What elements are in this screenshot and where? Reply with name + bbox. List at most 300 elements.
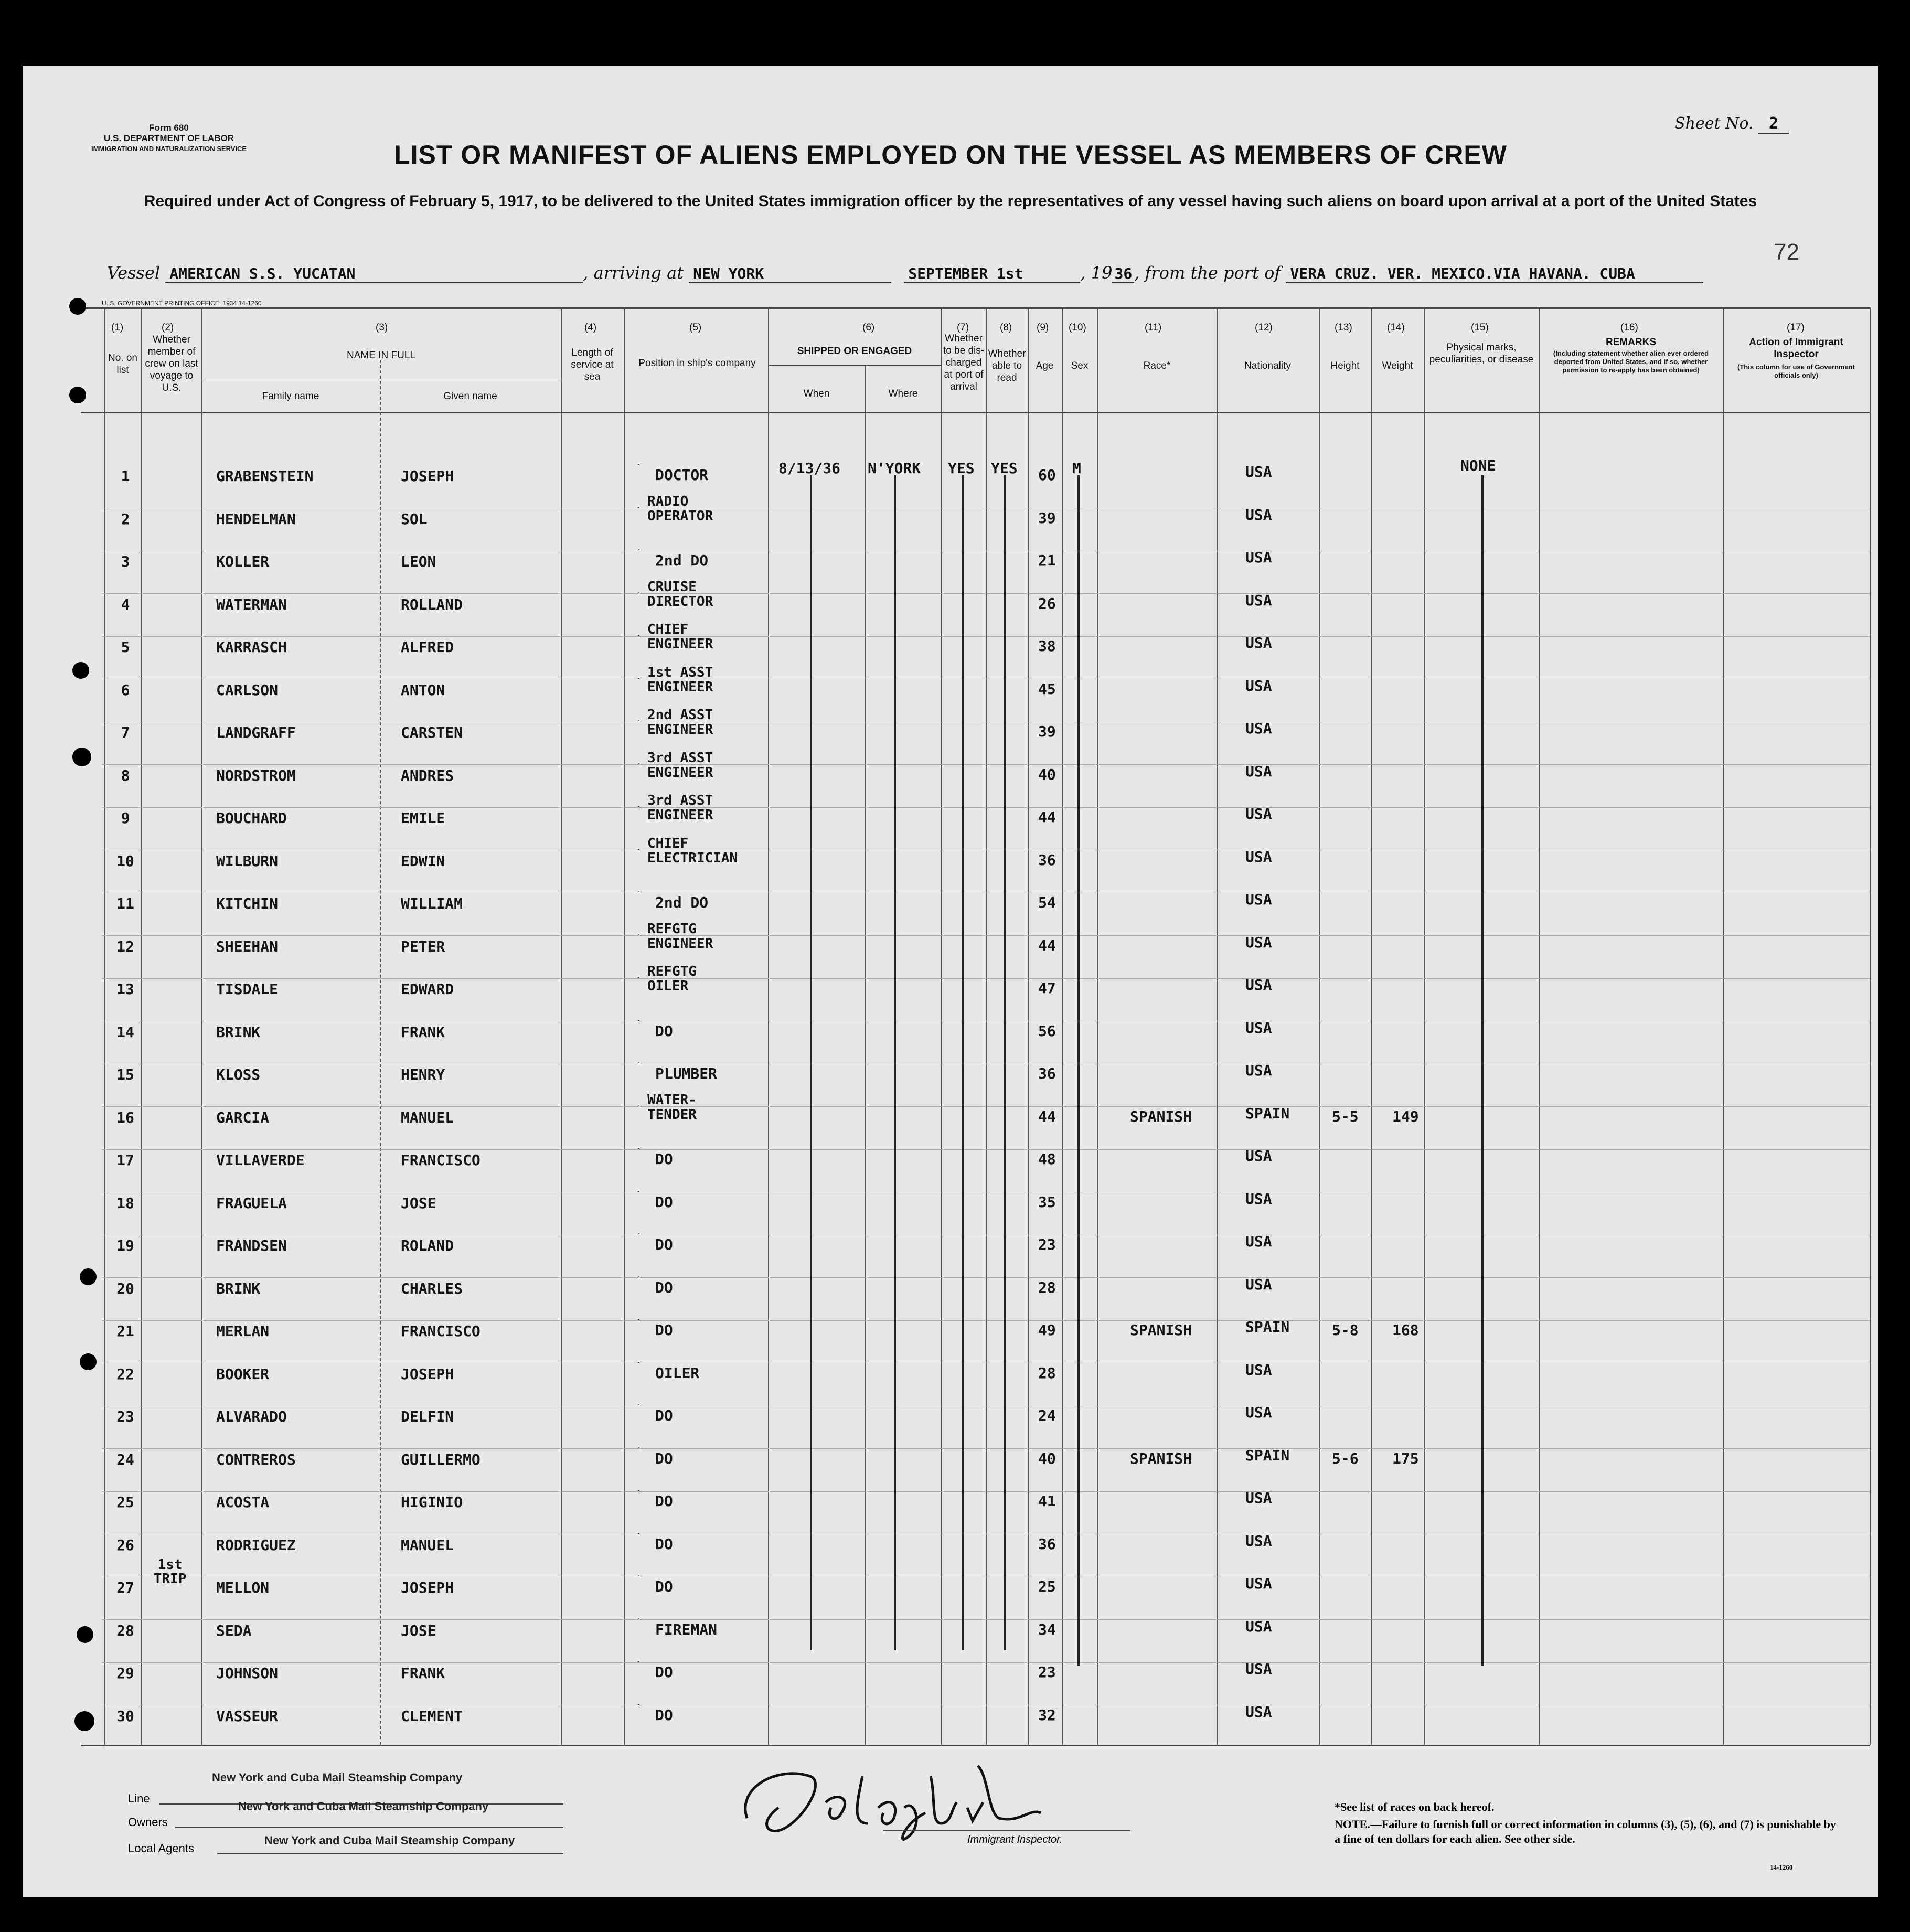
service-check-mark bbox=[608, 1604, 639, 1619]
service-check-mark bbox=[608, 1219, 639, 1234]
given-name: CHARLES bbox=[401, 1279, 463, 1297]
col-divider bbox=[1424, 307, 1425, 1745]
nationality: USA bbox=[1245, 1703, 1272, 1721]
able-to-read-value: YES bbox=[991, 460, 1018, 477]
family-name: WATERMAN bbox=[216, 595, 287, 613]
row-number: 7 bbox=[121, 724, 130, 741]
position: FIREMAN bbox=[655, 1620, 718, 1638]
col-divider bbox=[1723, 307, 1724, 1745]
age: 45 bbox=[1038, 680, 1056, 698]
service-check-mark bbox=[608, 1262, 639, 1277]
ditto-line-where bbox=[894, 475, 896, 1650]
given-name: CARSTEN bbox=[401, 724, 463, 741]
penalty-note: NOTE.—Failure to furnish full or correct information in columns (3), (5), (6), and (7) is punishable by a fine of ten dollars for each alien. See other side. bbox=[1335, 1818, 1836, 1845]
age: 36 bbox=[1038, 1065, 1056, 1082]
col13-label: Height bbox=[1330, 360, 1360, 371]
family-name: FRANDSEN bbox=[216, 1237, 287, 1254]
row-rule bbox=[102, 1277, 1870, 1278]
age: 44 bbox=[1038, 1107, 1056, 1125]
check-stroke bbox=[613, 1136, 639, 1149]
given-name: JOSE bbox=[401, 1621, 436, 1639]
row-rule bbox=[102, 1491, 1870, 1492]
position-line1: CRUISE bbox=[647, 579, 697, 595]
nationality: USA bbox=[1245, 1233, 1272, 1250]
col-divider bbox=[1097, 307, 1098, 1745]
row-number: 30 bbox=[116, 1707, 134, 1725]
family-name: BRINK bbox=[216, 1023, 261, 1041]
position-line1: RADIO bbox=[647, 493, 689, 509]
age: 23 bbox=[1038, 1236, 1056, 1253]
line-stamp: New York and Cuba Mail Steamship Company bbox=[212, 1771, 463, 1784]
binder-hole bbox=[69, 387, 86, 403]
row-number: 26 bbox=[116, 1536, 134, 1554]
vessel-name: AMERICAN S.S. YUCATAN bbox=[165, 265, 583, 283]
row-number: 4 bbox=[121, 595, 130, 613]
service-check-mark bbox=[608, 1048, 639, 1063]
ditto-line-read bbox=[1004, 475, 1006, 1650]
nationality: USA bbox=[1245, 1489, 1272, 1507]
col3-family: Family name bbox=[262, 391, 319, 402]
position-line2: ENGINEER bbox=[647, 935, 713, 952]
service-check-mark bbox=[608, 492, 639, 508]
check-stroke bbox=[613, 1521, 639, 1534]
row-rule bbox=[102, 1662, 1870, 1663]
col7-num: (7) bbox=[957, 322, 969, 333]
nationality: USA bbox=[1245, 634, 1272, 652]
physical-marks-value: NONE bbox=[1460, 457, 1496, 474]
position-line2: ENGINEER bbox=[647, 764, 713, 781]
row-number: 21 bbox=[116, 1322, 134, 1340]
row-rule bbox=[102, 1448, 1870, 1449]
binder-hole bbox=[69, 298, 86, 315]
position: DO bbox=[655, 1022, 673, 1040]
given-name: WILLIAM bbox=[401, 895, 463, 912]
given-name: JOSEPH bbox=[401, 1579, 454, 1596]
col16-label: REMARKS bbox=[1605, 337, 1657, 348]
service-check-mark bbox=[608, 1689, 639, 1705]
service-check-mark bbox=[608, 749, 639, 764]
age: 40 bbox=[1038, 765, 1056, 783]
service-name: IMMIGRATION AND NATURALIZATION SERVICE bbox=[91, 145, 247, 153]
service-check-mark bbox=[608, 578, 639, 593]
year-prefix: , 19 bbox=[1080, 263, 1113, 283]
page-title: LIST OR MANIFEST OF ALIENS EMPLOYED ON THE VESSEL AS MEMBERS OF CREW bbox=[394, 140, 1507, 169]
col11-label: Race* bbox=[1143, 360, 1171, 371]
service-check-mark bbox=[608, 1347, 639, 1363]
given-name: EDWARD bbox=[401, 980, 454, 998]
position: DO bbox=[655, 1193, 673, 1211]
position-line2: DIRECTOR bbox=[647, 593, 713, 610]
given-name: PETER bbox=[401, 937, 445, 955]
ditto-line-sex bbox=[1077, 475, 1080, 1666]
col1-label: No. on list bbox=[108, 353, 137, 376]
position-line1: 2nd ASST bbox=[647, 707, 713, 723]
row-number: 14 bbox=[116, 1023, 134, 1041]
col-divider bbox=[986, 307, 987, 1745]
position-line2: ENGINEER bbox=[647, 636, 713, 652]
col6-where: Where bbox=[888, 388, 918, 399]
service-check-mark bbox=[608, 663, 639, 679]
col4-num: (4) bbox=[584, 322, 597, 333]
position-line2: ELECTRICIAN bbox=[647, 850, 738, 866]
service-check-mark bbox=[608, 791, 639, 807]
position: DO bbox=[655, 1663, 673, 1681]
age: 49 bbox=[1038, 1321, 1056, 1339]
check-stroke bbox=[613, 922, 639, 935]
age: 54 bbox=[1038, 894, 1056, 911]
check-stroke bbox=[613, 1350, 639, 1363]
col-divider bbox=[1371, 307, 1372, 1745]
manifest-sheet bbox=[23, 66, 1878, 1897]
col-divider bbox=[1870, 307, 1871, 1745]
sex-value: M bbox=[1072, 460, 1081, 477]
sheet-number-label: Sheet No. bbox=[1674, 114, 1754, 133]
row-number: 17 bbox=[116, 1151, 134, 1169]
nationality: USA bbox=[1245, 1062, 1272, 1079]
col-divider bbox=[768, 307, 769, 1745]
age: 25 bbox=[1038, 1578, 1056, 1595]
first-trip-note: 1st TRIP bbox=[153, 1557, 187, 1587]
row-rule bbox=[102, 1619, 1870, 1620]
given-name: HIGINIO bbox=[401, 1493, 463, 1511]
col-divider bbox=[141, 307, 142, 1745]
position: DOCTOR bbox=[655, 466, 709, 484]
position-line1: 1st ASST bbox=[647, 664, 713, 680]
service-check-mark bbox=[608, 1518, 639, 1534]
col-divider bbox=[1028, 307, 1029, 1745]
check-stroke bbox=[613, 623, 639, 636]
age: 23 bbox=[1038, 1663, 1056, 1681]
height: 5-8 bbox=[1332, 1321, 1359, 1339]
family-name: ACOSTA bbox=[216, 1493, 270, 1511]
owners-underline bbox=[175, 1827, 563, 1828]
given-name: CLEMENT bbox=[401, 1707, 463, 1725]
nationality: SPAIN bbox=[1245, 1104, 1290, 1122]
col5-num: (5) bbox=[689, 322, 702, 333]
nationality: USA bbox=[1245, 1617, 1272, 1635]
agents-stamp: New York and Cuba Mail Steamship Company bbox=[264, 1834, 515, 1847]
position-line2: OPERATOR bbox=[647, 508, 713, 524]
col9-label: Age bbox=[1036, 360, 1054, 371]
row-rule bbox=[102, 636, 1870, 637]
weight: 149 bbox=[1392, 1107, 1419, 1125]
service-check-mark bbox=[608, 1475, 639, 1491]
nationality: USA bbox=[1245, 848, 1272, 866]
col-divider bbox=[1539, 307, 1540, 1745]
col6-num: (6) bbox=[862, 322, 875, 333]
age: 26 bbox=[1038, 594, 1056, 612]
nationality: USA bbox=[1245, 976, 1272, 994]
nationality: USA bbox=[1245, 1575, 1272, 1592]
given-name: JOSEPH bbox=[401, 1365, 454, 1383]
col17-num: (17) bbox=[1787, 322, 1805, 333]
col13-num: (13) bbox=[1335, 322, 1352, 333]
row-number: 10 bbox=[116, 852, 134, 870]
given-name: FRANCISCO bbox=[401, 1322, 481, 1340]
check-stroke bbox=[613, 452, 639, 465]
service-check-mark bbox=[608, 1133, 639, 1149]
age: 47 bbox=[1038, 979, 1056, 997]
inspector-underline bbox=[883, 1830, 1130, 1831]
nationality: USA bbox=[1245, 891, 1272, 908]
nationality: USA bbox=[1245, 1361, 1272, 1379]
departure-port: VERA CRUZ. VER. MEXICO.VIA HAVANA. CUBA bbox=[1286, 265, 1703, 283]
position-line1: CHIEF bbox=[647, 835, 689, 851]
row-number: 23 bbox=[116, 1408, 134, 1425]
given-name: ROLAND bbox=[401, 1237, 454, 1254]
row-number: 12 bbox=[116, 937, 134, 955]
family-name: VASSEUR bbox=[216, 1707, 279, 1725]
position-line2: ENGINEER bbox=[647, 807, 713, 823]
age: 32 bbox=[1038, 1706, 1056, 1724]
family-name: CONTREROS bbox=[216, 1450, 296, 1468]
position: PLUMBER bbox=[655, 1065, 718, 1082]
check-stroke bbox=[613, 1008, 639, 1021]
given-name: FRANK bbox=[401, 1023, 445, 1041]
family-name: FRAGUELA bbox=[216, 1194, 287, 1212]
service-check-mark bbox=[608, 834, 639, 850]
col-divider bbox=[380, 360, 381, 1745]
given-name: MANUEL bbox=[401, 1536, 454, 1554]
age: 48 bbox=[1038, 1150, 1056, 1168]
check-stroke bbox=[613, 1649, 639, 1662]
service-check-mark bbox=[608, 1433, 639, 1448]
col2-label: Whether member of crew on last voyage to U.S. bbox=[145, 334, 198, 393]
given-name: EDWIN bbox=[401, 852, 445, 870]
family-name: MELLON bbox=[216, 1579, 270, 1596]
nationality: USA bbox=[1245, 1532, 1272, 1550]
nationality: USA bbox=[1245, 1147, 1272, 1165]
position: 2nd DO bbox=[655, 894, 709, 911]
position-line1: 3rd ASST bbox=[647, 793, 713, 808]
race: SPANISH bbox=[1130, 1321, 1192, 1339]
page-reference: 72 bbox=[1774, 239, 1799, 265]
service-check-mark bbox=[608, 1561, 639, 1576]
age: 38 bbox=[1038, 637, 1056, 655]
nationality: USA bbox=[1245, 805, 1272, 823]
position: DO bbox=[655, 1321, 673, 1339]
row-number: 11 bbox=[116, 895, 134, 912]
nationality: USA bbox=[1245, 1019, 1272, 1037]
nationality: USA bbox=[1245, 506, 1272, 524]
col-divider bbox=[201, 307, 202, 1745]
col8-num: (8) bbox=[1000, 322, 1012, 333]
shipped-subrule bbox=[768, 365, 941, 366]
service-check-mark bbox=[608, 920, 639, 935]
row-rule bbox=[102, 935, 1870, 936]
age: 41 bbox=[1038, 1492, 1056, 1510]
check-stroke bbox=[613, 1179, 639, 1192]
age: 28 bbox=[1038, 1364, 1056, 1382]
col3-given: Given name bbox=[443, 391, 497, 402]
col16-num: (16) bbox=[1620, 322, 1638, 333]
ditto-line-when bbox=[810, 475, 812, 1650]
service-check-mark bbox=[608, 1091, 639, 1106]
given-name: ROLLAND bbox=[401, 595, 463, 613]
service-check-mark bbox=[608, 1646, 639, 1662]
row-number: 18 bbox=[116, 1194, 134, 1212]
row-number: 8 bbox=[121, 766, 130, 784]
service-check-mark bbox=[608, 1304, 639, 1320]
row-number: 5 bbox=[121, 638, 130, 656]
row-number: 29 bbox=[116, 1664, 134, 1682]
col17-label: Action of Immigrant Inspector bbox=[1749, 337, 1843, 360]
binder-hole bbox=[80, 1268, 97, 1285]
row-rule bbox=[102, 764, 1870, 765]
position: DO bbox=[655, 1535, 673, 1553]
given-name: JOSE bbox=[401, 1194, 436, 1212]
col3-label: NAME IN FULL bbox=[347, 350, 415, 361]
row-number: 9 bbox=[121, 809, 130, 827]
form-code: 14-1260 bbox=[1770, 1863, 1793, 1871]
service-check-mark bbox=[608, 620, 639, 636]
check-stroke bbox=[613, 495, 639, 508]
family-name: SEDA bbox=[216, 1621, 252, 1639]
row-number: 22 bbox=[116, 1365, 134, 1383]
nationality: USA bbox=[1245, 549, 1272, 566]
agents-label: Local Agents bbox=[128, 1842, 194, 1855]
races-note: *See list of races on back hereof. bbox=[1335, 1800, 1495, 1813]
binder-hole bbox=[72, 662, 89, 679]
check-stroke bbox=[613, 537, 639, 550]
position: DO bbox=[655, 1449, 673, 1467]
family-name: VILLAVERDE bbox=[216, 1151, 305, 1169]
col16-sub: (Including statement whether alien ever ordered deported from United States, and if so, whether permission to re-apply has been obtained) bbox=[1553, 349, 1709, 374]
ditto-line-marks bbox=[1481, 475, 1484, 1666]
row-number: 16 bbox=[116, 1108, 134, 1126]
position-line1: 3rd ASST bbox=[647, 750, 713, 766]
check-stroke bbox=[613, 794, 639, 807]
col7-label: Whether to be dis-charged at port of arrival bbox=[943, 333, 985, 392]
row-number: 1 bbox=[121, 467, 130, 485]
col15-label: Physical marks, peculiarities, or disease bbox=[1429, 342, 1534, 365]
col-divider bbox=[1062, 307, 1063, 1745]
family-name: NORDSTROM bbox=[216, 766, 296, 784]
arrival-port: NEW YORK bbox=[689, 265, 891, 283]
voyage-line bbox=[107, 263, 1703, 283]
row-number: 20 bbox=[116, 1279, 134, 1297]
given-name: LEON bbox=[401, 553, 436, 570]
service-check-mark bbox=[608, 706, 639, 721]
row-number: 25 bbox=[116, 1493, 134, 1511]
position: DO bbox=[655, 1578, 673, 1595]
col17-sub: (This column for use of Government officials only) bbox=[1737, 363, 1855, 379]
col6-label: SHIPPED OR ENGAGED bbox=[797, 346, 912, 357]
row-number: 6 bbox=[121, 681, 130, 699]
age: 36 bbox=[1038, 851, 1056, 869]
check-stroke bbox=[613, 1221, 639, 1234]
check-stroke bbox=[613, 751, 639, 764]
weight: 168 bbox=[1392, 1321, 1419, 1339]
check-stroke bbox=[613, 965, 639, 978]
position: DO bbox=[655, 1150, 673, 1168]
row-number: 19 bbox=[116, 1237, 134, 1254]
row-rule bbox=[102, 807, 1870, 808]
vessel-label: Vessel bbox=[107, 263, 161, 283]
check-stroke bbox=[613, 1692, 639, 1705]
position-line1: REFGTG bbox=[647, 921, 697, 937]
col2-num: (2) bbox=[162, 322, 174, 333]
nationality: USA bbox=[1245, 677, 1272, 695]
position-line2: OILER bbox=[647, 978, 689, 994]
nationality: SPAIN bbox=[1245, 1318, 1290, 1336]
age: 28 bbox=[1038, 1278, 1056, 1296]
check-stroke bbox=[613, 1307, 639, 1320]
given-name: EMILE bbox=[401, 809, 445, 827]
nationality: USA bbox=[1245, 762, 1272, 780]
family-name: BRINK bbox=[216, 1279, 261, 1297]
row-number: 3 bbox=[121, 553, 130, 570]
age: 56 bbox=[1038, 1022, 1056, 1040]
inspector-label: Immigrant Inspector. bbox=[967, 1834, 1063, 1845]
col3-num: (3) bbox=[376, 322, 388, 333]
owners-label: Owners bbox=[128, 1816, 168, 1829]
col-divider bbox=[941, 307, 942, 1745]
header-bottom-rule bbox=[81, 412, 1870, 413]
col10-num: (10) bbox=[1069, 322, 1086, 333]
service-check-mark bbox=[608, 962, 639, 978]
age: 21 bbox=[1038, 552, 1056, 569]
printing-office: U. S. GOVERNMENT PRINTING OFFICE: 1934 14-1260 bbox=[102, 300, 262, 307]
sheet-number-value: 2 bbox=[1758, 114, 1789, 134]
age: 36 bbox=[1038, 1535, 1056, 1553]
nationality: USA bbox=[1245, 1190, 1272, 1208]
position-line1: REFGTG bbox=[647, 964, 697, 979]
family-name: KLOSS bbox=[216, 1066, 261, 1083]
age: 35 bbox=[1038, 1193, 1056, 1211]
height: 5-5 bbox=[1332, 1107, 1359, 1125]
department-name: U.S. DEPARTMENT OF LABOR bbox=[104, 133, 234, 143]
position-line1: CHIEF bbox=[647, 622, 689, 637]
given-name: DELFIN bbox=[401, 1408, 454, 1425]
check-stroke bbox=[613, 1435, 639, 1448]
table-top-rule bbox=[81, 307, 1870, 309]
col-divider bbox=[1319, 307, 1320, 1745]
nationality: USA bbox=[1245, 591, 1272, 609]
col5-label: Position in ship's company bbox=[638, 358, 756, 369]
col4-label: Length of service at sea bbox=[571, 347, 614, 382]
age: 60 bbox=[1038, 466, 1056, 484]
family-name: BOUCHARD bbox=[216, 809, 287, 827]
position: DO bbox=[655, 1278, 673, 1296]
given-name: SOL bbox=[401, 510, 428, 528]
requirement-text: Required under Act of Congress of February 5, 1917, to be delivered to the United States immigration officer by the representatives of any vessel having such aliens on board upon arrival at a port of the United States bbox=[144, 193, 1757, 210]
position: OILER bbox=[655, 1364, 700, 1382]
shipped-when: 8/13/36 bbox=[778, 460, 841, 477]
check-stroke bbox=[613, 837, 639, 850]
nationality: USA bbox=[1245, 1275, 1272, 1293]
position: DO bbox=[655, 1706, 673, 1724]
col1-num: (1) bbox=[111, 322, 124, 333]
col14-label: Weight bbox=[1382, 360, 1413, 371]
col11-num: (11) bbox=[1145, 322, 1162, 333]
from-label: , from the port of bbox=[1134, 263, 1281, 283]
family-name: GRABENSTEIN bbox=[216, 467, 314, 485]
service-check-mark bbox=[608, 877, 639, 892]
check-stroke bbox=[613, 1563, 639, 1576]
age: 40 bbox=[1038, 1449, 1056, 1467]
col10-label: Sex bbox=[1071, 360, 1089, 371]
position: DO bbox=[655, 1236, 673, 1253]
col-divider bbox=[561, 307, 562, 1745]
family-name: RODRIGUEZ bbox=[216, 1536, 296, 1554]
discharged-value: YES bbox=[948, 460, 975, 477]
given-name: FRANK bbox=[401, 1664, 445, 1682]
sheet-number bbox=[1674, 114, 1789, 133]
check-stroke bbox=[613, 708, 639, 721]
col-divider bbox=[865, 365, 866, 1745]
family-name: TISDALE bbox=[216, 980, 279, 998]
